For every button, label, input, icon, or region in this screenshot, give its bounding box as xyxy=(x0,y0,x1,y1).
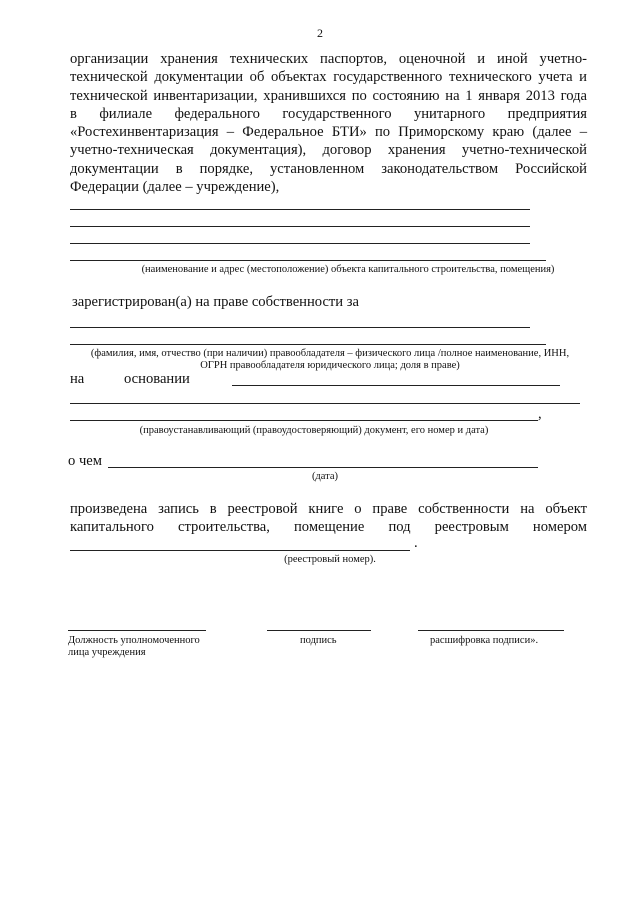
position-line xyxy=(68,630,206,631)
decoding-line xyxy=(418,630,564,631)
intro-line: технической инвентаризации, хранившихся по состоянию на 1 января 2013 года xyxy=(70,87,587,104)
registry-fill-line xyxy=(70,550,410,551)
registered-label: зарегистрирован(а) на праве собственности за xyxy=(72,294,360,310)
basis-fill-line xyxy=(232,385,560,386)
about-label: о чем xyxy=(68,453,102,469)
basis-fill-line xyxy=(70,403,580,404)
object-fill-line xyxy=(70,243,530,244)
intro-line: в филиале федерального государственного унитарного предприятия xyxy=(70,105,587,122)
basis-word: основании xyxy=(124,371,190,387)
registry-caption: (реестровый номер). xyxy=(284,554,376,565)
position-label: лица учреждения xyxy=(68,647,146,658)
intro-line: технической документации об объектах государственного технического учета и xyxy=(70,69,587,86)
intro-paragraph xyxy=(70,50,587,196)
position-label: Должность уполномоченного xyxy=(68,635,200,646)
object-fill-line xyxy=(70,260,546,261)
intro-line: «Ростехинвентаризация – Федеральное БТИ» по Приморскому краю (далее – xyxy=(70,124,587,141)
page-number: 2 xyxy=(317,26,323,40)
date-caption: (дата) xyxy=(311,471,339,482)
intro-line: документации в порядке, установленном законодательством Российской xyxy=(70,160,587,177)
object-caption: (наименование и адрес (местоположение) объекта капитального строительства, помещения) xyxy=(141,264,555,275)
basis-fill-line xyxy=(70,420,538,421)
record-paragraph xyxy=(70,500,587,537)
owner-caption-line: ОГРН правообладателя юридического лица; доля в праве) xyxy=(200,360,460,371)
signature-line xyxy=(267,630,371,631)
intro-line: учетно-техническая документация), договор хранения учетно-технической xyxy=(70,142,587,159)
registry-period: . xyxy=(414,535,418,551)
decoding-label: расшифровка подписи». xyxy=(430,635,539,646)
owner-fill-line xyxy=(70,344,546,345)
object-fill-line xyxy=(70,226,530,227)
basis-comma: , xyxy=(538,406,542,422)
signature-label: подпись xyxy=(300,635,337,646)
basis-word: на xyxy=(70,371,85,387)
document-caption: (правоустанавливающий (правоудостоверяющий) документ, его номер и дата) xyxy=(139,425,489,436)
record-line: произведена запись в реестровой книге о праве собственности на объект xyxy=(70,501,587,517)
intro-line: организации хранения технических паспортов, оценочной и иной учетно- xyxy=(70,51,587,67)
date-fill-line xyxy=(108,467,538,468)
owner-caption-line: (фамилия, имя, отчество (при наличии) правообладателя – физического лица /полное наименование, ИНН, xyxy=(90,348,570,359)
owner-fill-line xyxy=(70,327,530,328)
object-fill-line xyxy=(70,209,530,210)
intro-line: Федерации (далее – учреждение), xyxy=(70,179,280,196)
record-line: капитального строительства, помещение под реестровым номером xyxy=(70,519,587,536)
